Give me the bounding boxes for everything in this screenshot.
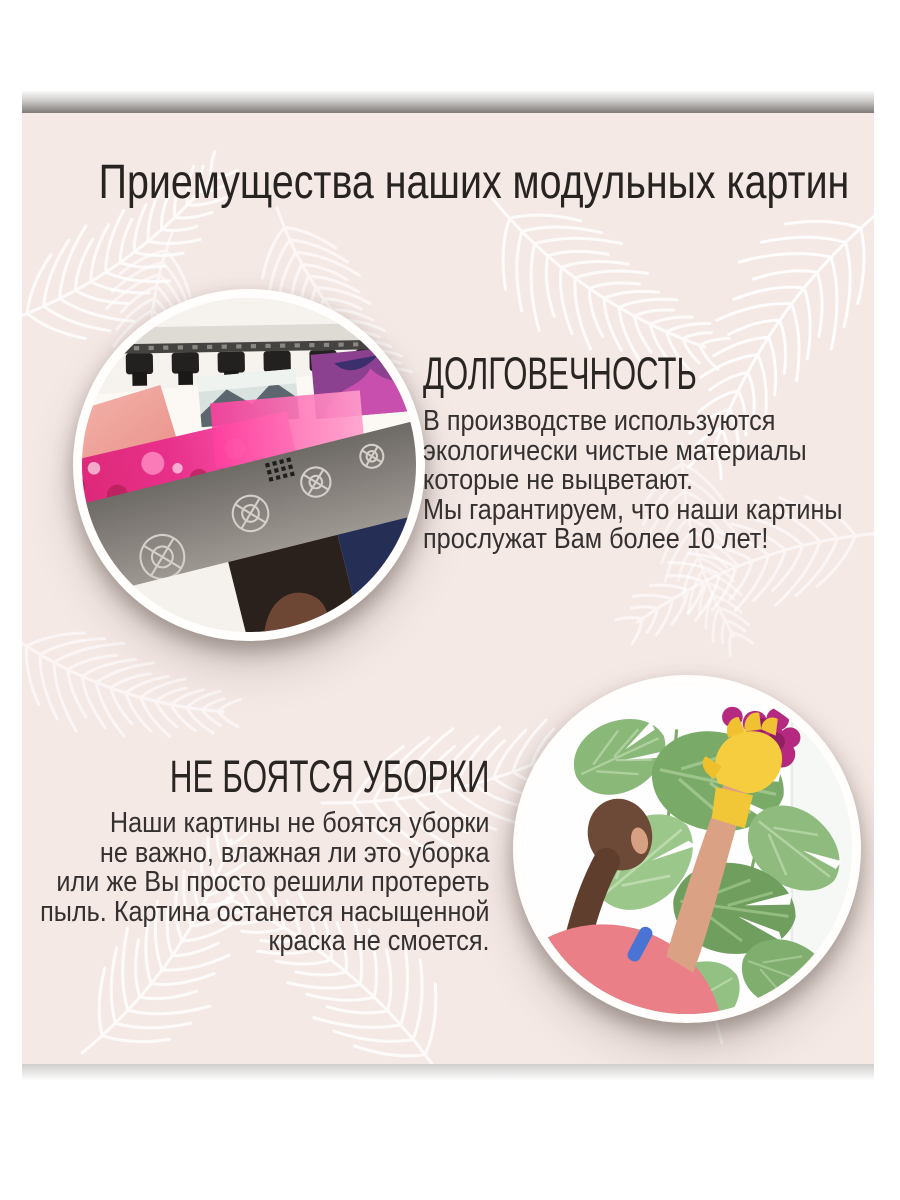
section-durability	[423, 350, 874, 555]
promo-card	[22, 113, 874, 1064]
cleaning-photo	[513, 675, 861, 1023]
card-bottom-shadow	[22, 1064, 874, 1081]
text-line: краска не смоется.	[268, 925, 490, 958]
section-cleaning	[22, 753, 490, 957]
text-line: прослужат Вам более 10 лет!	[423, 523, 769, 556]
text-line: В производстве используются	[423, 405, 776, 438]
printer-scene	[82, 298, 416, 632]
text-line: или же Вы просто решили протереть	[56, 866, 490, 899]
cleaning-scene	[522, 684, 852, 1014]
text-line: пыль. Картина останется насыщенной	[40, 895, 490, 928]
section-durability-heading: ДОЛГОВЕЧНОСТЬ	[423, 348, 697, 399]
printer-photo	[73, 289, 425, 641]
card-top-shadow	[22, 90, 874, 113]
section-cleaning-body	[41, 809, 490, 957]
page-title: Приемущества наших модульных картин	[98, 156, 850, 209]
text-line: не важно, влажная ли это уборка	[100, 836, 490, 869]
text-line: Наши картины не боятся уборки	[110, 807, 490, 840]
text-line: Мы гарантируем, что наши картины	[423, 493, 843, 526]
section-cleaning-heading: НЕ БОЯТСЯ УБОРКИ	[170, 751, 490, 802]
text-line: которые не выцветают.	[423, 464, 694, 497]
section-durability-body	[423, 407, 843, 555]
text-line: экологически чистые материалы	[423, 434, 807, 467]
